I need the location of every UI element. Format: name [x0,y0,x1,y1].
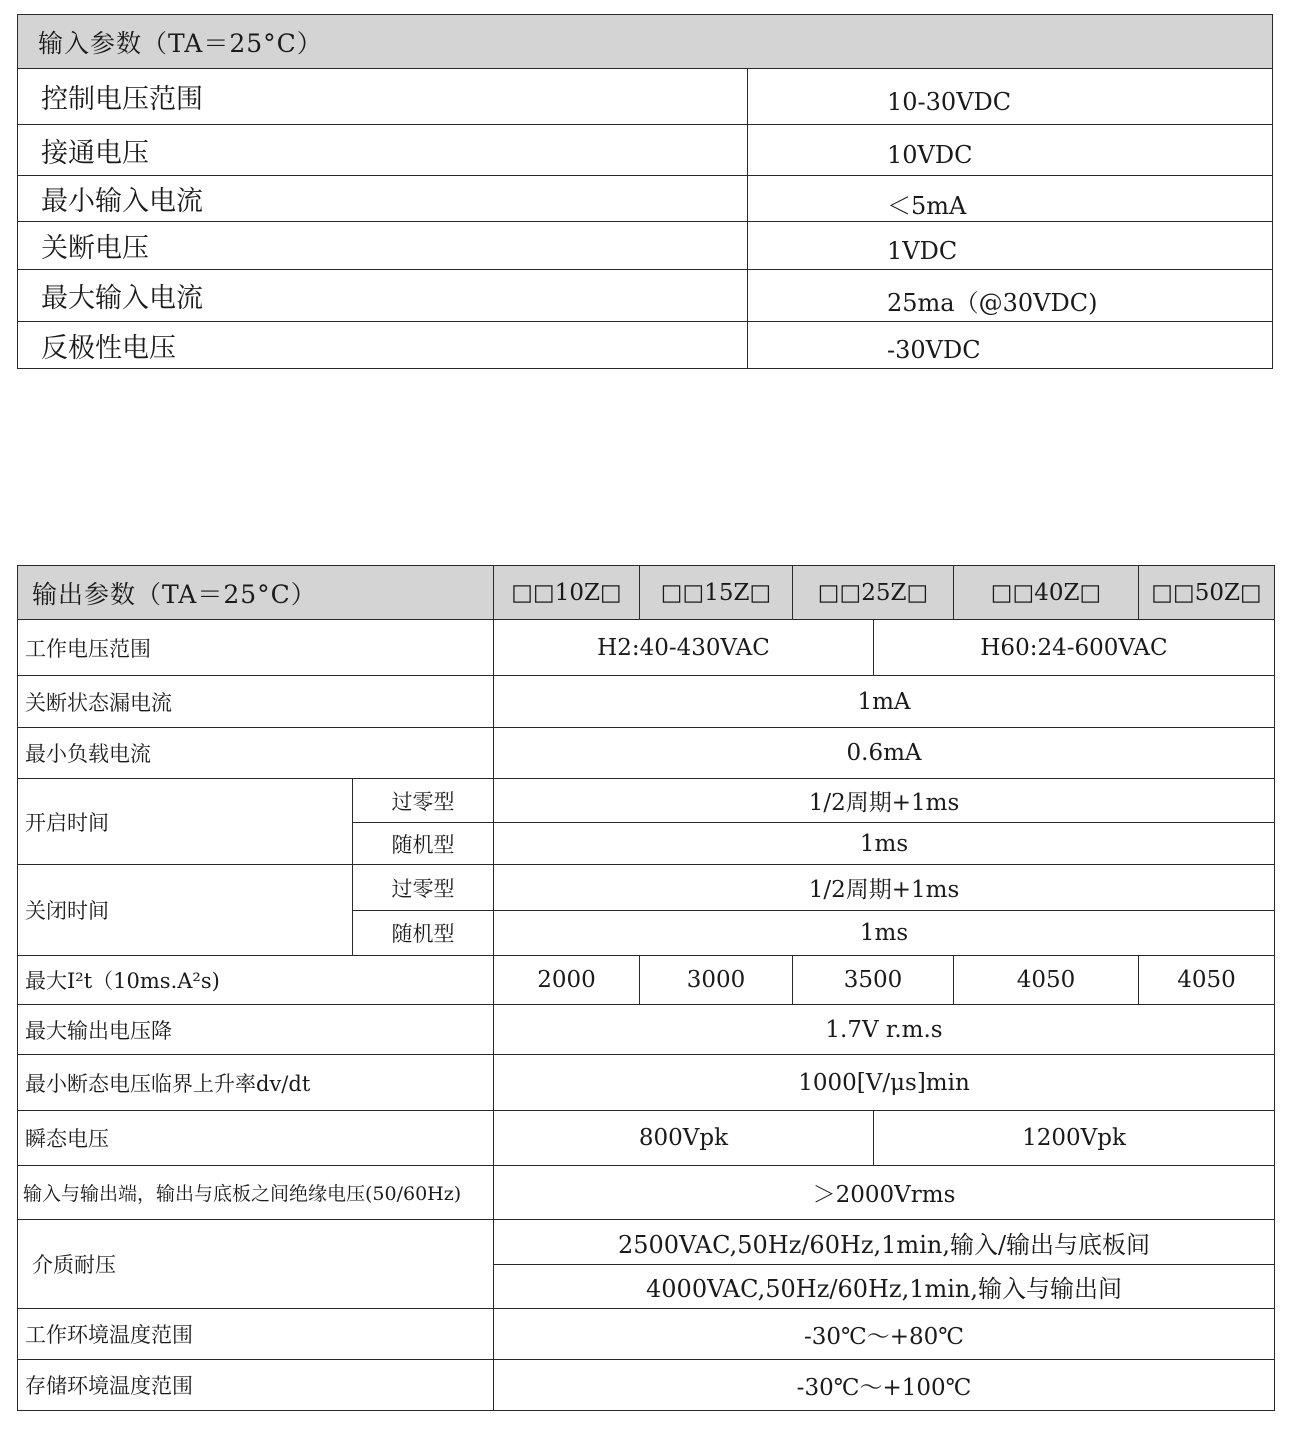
param-label: 接通电压 [18,125,748,176]
table-row [18,125,1273,176]
table-row [18,865,1275,911]
input-table-header [18,15,1273,69]
param-value-h2: H2:40-430VAC [494,620,874,676]
table-row [18,1111,1275,1166]
param-label: 反极性电压 [18,322,748,369]
table-row [18,956,1275,1005]
param-label: 介质耐压 [18,1220,494,1309]
table-row [18,1360,1275,1411]
param-value: 10-30VDC [748,69,1273,125]
param-label: 工作电压范围 [18,620,494,676]
param-label: 关断电压 [18,222,748,270]
param-label: 输入与输出端，输出与底板之间绝缘电压(50/60Hz) [18,1166,494,1220]
param-label: 最大输入电流 [18,270,748,322]
i2t-value-15z: 3000 [640,956,793,1005]
param-label: 控制电压范围 [18,69,748,125]
i2t-value-50z: 4050 [1139,956,1275,1005]
table-row [18,620,1275,676]
param-value: 1ms [494,823,1275,865]
model-header-10z: □□10Z□ [494,566,640,620]
model-header-50z: □□50Z□ [1139,566,1275,620]
sub-label-zero-cross: 过零型 [353,865,494,911]
param-label: 最大输出电压降 [18,1005,494,1055]
table-row [18,1166,1275,1220]
param-value: 0.6mA [494,728,1275,779]
param-value: 25ma（@30VDC) [748,270,1273,322]
param-value: 10VDC [748,125,1273,176]
param-label: 最小负载电流 [18,728,494,779]
table-row [18,1309,1275,1360]
table-row [18,176,1273,222]
param-value-h60: H60:24-600VAC [874,620,1275,676]
param-value: 1.7V r.m.s [494,1005,1275,1055]
param-value-high: 1200Vpk [874,1111,1275,1166]
table-row [18,1005,1275,1055]
table-row [18,270,1273,322]
param-label: 最小断态电压临界上升率dv/dt [18,1055,494,1111]
param-label: 开启时间 [18,779,353,865]
output-table-header [18,566,1275,620]
table-row [18,779,1275,823]
param-value: 1mA [494,676,1275,728]
model-header-40z: □□40Z□ [954,566,1139,620]
param-label: 关断状态漏电流 [18,676,494,728]
sub-label-zero-cross: 过零型 [353,779,494,823]
table-row [18,222,1273,270]
input-parameters-table [17,14,1273,369]
model-header-25z: □□25Z□ [793,566,954,620]
param-label: 最大I²t（10ms.A²s) [18,956,494,1005]
param-value: -30℃～+80℃ [494,1309,1275,1360]
model-header-15z: □□15Z□ [640,566,793,620]
param-value: ＞2000Vrms [494,1166,1275,1220]
param-value: 1/2周期+1ms [494,865,1275,911]
table-row [18,728,1275,779]
sub-label-random: 随机型 [353,911,494,956]
param-label: 工作环境温度范围 [18,1309,494,1360]
table-row [18,676,1275,728]
param-value: -30VDC [748,322,1273,369]
output-table-title: 输出参数（TA＝25°C） [18,566,494,620]
param-label: 最小输入电流 [18,176,748,222]
param-value: 1ms [494,911,1275,956]
param-value: 1/2周期+1ms [494,779,1275,823]
i2t-value-25z: 3500 [793,956,954,1005]
param-value: ＜5mA [748,176,1273,222]
table-row [18,1055,1275,1111]
param-value: 4000VAC,50Hz/60Hz,1min,输入与输出间 [494,1265,1275,1309]
i2t-value-10z: 2000 [494,956,640,1005]
param-value-low: 800Vpk [494,1111,874,1166]
param-label: 关闭时间 [18,865,353,956]
param-label: 存储环境温度范围 [18,1360,494,1411]
input-table-title: 输入参数（TA＝25°C） [18,15,1273,69]
sub-label-random: 随机型 [353,823,494,865]
param-label: 瞬态电压 [18,1111,494,1166]
param-value: 2500VAC,50Hz/60Hz,1min,输入/输出与底板间 [494,1220,1275,1265]
i2t-value-40z: 4050 [954,956,1139,1005]
param-value: 1VDC [748,222,1273,270]
param-value: 1000[V/μs]min [494,1055,1275,1111]
param-value: -30℃～+100℃ [494,1360,1275,1411]
table-row [18,69,1273,125]
table-row [18,322,1273,369]
table-row [18,1220,1275,1265]
output-parameters-table [17,565,1275,1411]
